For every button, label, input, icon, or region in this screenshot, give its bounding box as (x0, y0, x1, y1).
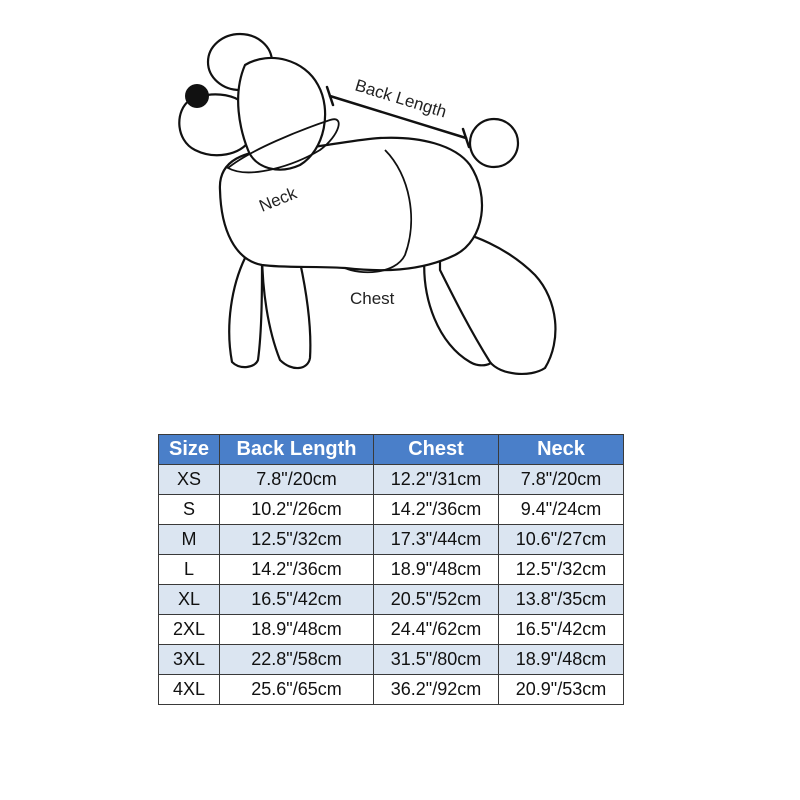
cell-neck: 18.9"/48cm (499, 645, 624, 675)
dog-nose (185, 84, 209, 108)
cell-back-length: 22.8"/58cm (220, 645, 374, 675)
table-row (159, 585, 624, 615)
cell-size: L (159, 555, 220, 585)
cell-neck: 7.8"/20cm (499, 465, 624, 495)
cell-back-length: 7.8"/20cm (220, 465, 374, 495)
cell-size: 4XL (159, 675, 220, 705)
cell-back-length: 25.6"/65cm (220, 675, 374, 705)
table-row (159, 555, 624, 585)
cell-size: 3XL (159, 645, 220, 675)
cell-size: XS (159, 465, 220, 495)
dog-tail (470, 119, 518, 167)
table-header-row (159, 435, 624, 465)
table-row (159, 495, 624, 525)
back-length-label: Back Length (352, 75, 449, 122)
cell-chest: 24.4"/62cm (374, 615, 499, 645)
cell-neck: 20.9"/53cm (499, 675, 624, 705)
table-row (159, 645, 624, 675)
header-back-length: Back Length (220, 435, 374, 465)
cell-size: S (159, 495, 220, 525)
cell-neck: 10.6"/27cm (499, 525, 624, 555)
cell-neck: 12.5"/32cm (499, 555, 624, 585)
table-row (159, 675, 624, 705)
cell-back-length: 18.9"/48cm (220, 615, 374, 645)
header-size: Size (159, 435, 220, 465)
cell-back-length: 12.5"/32cm (220, 525, 374, 555)
size-chart-table (158, 434, 624, 705)
chest-label: Chest (350, 289, 395, 308)
cell-neck: 9.4"/24cm (499, 495, 624, 525)
header-chest: Chest (374, 435, 499, 465)
cell-size: XL (159, 585, 220, 615)
cell-neck: 13.8"/35cm (499, 585, 624, 615)
cell-chest: 36.2"/92cm (374, 675, 499, 705)
cell-back-length: 16.5"/42cm (220, 585, 374, 615)
cell-size: 2XL (159, 615, 220, 645)
table-row (159, 465, 624, 495)
cell-chest: 17.3"/44cm (374, 525, 499, 555)
dog-front-leg-far (229, 258, 262, 367)
header-neck: Neck (499, 435, 624, 465)
neck-label: Neck (256, 183, 300, 216)
cell-chest: 20.5"/52cm (374, 585, 499, 615)
cell-chest: 18.9"/48cm (374, 555, 499, 585)
cell-chest: 12.2"/31cm (374, 465, 499, 495)
table-row (159, 615, 624, 645)
cell-size: M (159, 525, 220, 555)
cell-chest: 31.5"/80cm (374, 645, 499, 675)
cell-back-length: 14.2"/36cm (220, 555, 374, 585)
cell-neck: 16.5"/42cm (499, 615, 624, 645)
cell-chest: 14.2"/36cm (374, 495, 499, 525)
cell-back-length: 10.2"/26cm (220, 495, 374, 525)
table-row (159, 525, 624, 555)
